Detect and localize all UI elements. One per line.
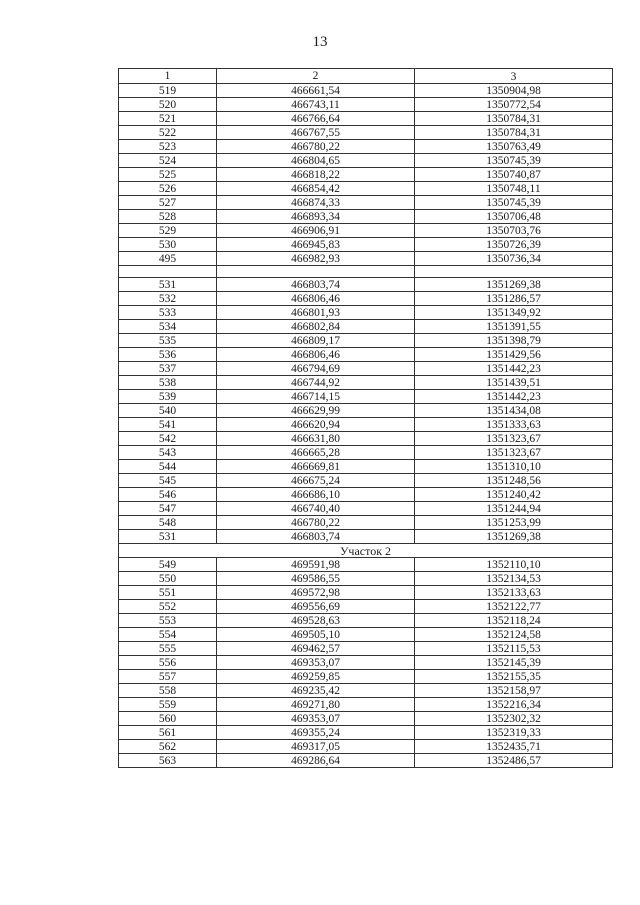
point-number-cell: 539: [119, 390, 217, 404]
x-coordinate-cell: 466794,69: [217, 362, 415, 376]
y-coordinate-cell: 1352216,34: [415, 698, 613, 712]
x-coordinate-cell: 466714,15: [217, 390, 415, 404]
table-row: [119, 516, 613, 530]
point-number-cell: 525: [119, 168, 217, 182]
point-number-cell: 522: [119, 126, 217, 140]
x-coordinate-cell: 466945,83: [217, 238, 415, 252]
table-row: [119, 474, 613, 488]
table-row: [119, 210, 613, 224]
y-coordinate-cell: 1351442,23: [415, 390, 613, 404]
x-coordinate-cell: 469353,07: [217, 656, 415, 670]
point-number-cell: 550: [119, 572, 217, 586]
table-row: [119, 112, 613, 126]
point-number-cell: 557: [119, 670, 217, 684]
y-coordinate-cell: 1350745,39: [415, 154, 613, 168]
table-row: [119, 740, 613, 754]
x-coordinate-cell: 466620,94: [217, 418, 415, 432]
x-coordinate-cell: 469317,05: [217, 740, 415, 754]
x-coordinate-cell: 469528,63: [217, 614, 415, 628]
point-number-cell: 556: [119, 656, 217, 670]
point-number-cell: 551: [119, 586, 217, 600]
y-coordinate-cell: 1352110,10: [415, 558, 613, 572]
section-row: [119, 544, 613, 558]
coordinates-table-body: [119, 69, 613, 768]
table-row: [119, 224, 613, 238]
table-row: [119, 140, 613, 154]
y-coordinate-cell: [415, 266, 613, 278]
y-coordinate-cell: 1350706,48: [415, 210, 613, 224]
point-number-cell: 546: [119, 488, 217, 502]
y-coordinate-cell: 1351240,42: [415, 488, 613, 502]
x-coordinate-cell: 466661,54: [217, 84, 415, 98]
x-coordinate-cell: 466809,17: [217, 334, 415, 348]
x-coordinate-cell: [217, 266, 415, 278]
table-row: [119, 698, 613, 712]
point-number-cell: 545: [119, 474, 217, 488]
table-row: [119, 656, 613, 670]
x-coordinate-cell: 466906,91: [217, 224, 415, 238]
x-coordinate-cell: 466767,55: [217, 126, 415, 140]
point-number-cell: 549: [119, 558, 217, 572]
point-number-cell: 532: [119, 292, 217, 306]
coordinates-table: [118, 68, 613, 768]
table-row: [119, 670, 613, 684]
section-label: Участок 2: [119, 544, 613, 558]
table-row: [119, 362, 613, 376]
x-coordinate-cell: 466801,93: [217, 306, 415, 320]
y-coordinate-cell: 1350703,76: [415, 224, 613, 238]
table-row: [119, 196, 613, 210]
x-coordinate-cell: 466874,33: [217, 196, 415, 210]
point-number-cell: 561: [119, 726, 217, 740]
x-coordinate-cell: 469235,42: [217, 684, 415, 698]
table-row: [119, 168, 613, 182]
x-coordinate-cell: 466665,28: [217, 446, 415, 460]
y-coordinate-cell: 1351429,56: [415, 348, 613, 362]
header-y-coordinate: 3: [415, 69, 613, 84]
x-coordinate-cell: 466802,84: [217, 320, 415, 334]
y-coordinate-cell: 1352124,58: [415, 628, 613, 642]
table-row: [119, 84, 613, 98]
y-coordinate-cell: 1352118,24: [415, 614, 613, 628]
y-coordinate-cell: 1351269,38: [415, 278, 613, 292]
point-number-cell: 528: [119, 210, 217, 224]
point-number-cell: 547: [119, 502, 217, 516]
point-number-cell: 559: [119, 698, 217, 712]
x-coordinate-cell: 466806,46: [217, 292, 415, 306]
table-row: [119, 98, 613, 112]
point-number-cell: 527: [119, 196, 217, 210]
table-row: [119, 628, 613, 642]
table-row: [119, 126, 613, 140]
table-row: [119, 348, 613, 362]
table-row: [119, 292, 613, 306]
y-coordinate-cell: 1351253,99: [415, 516, 613, 530]
point-number-cell: 530: [119, 238, 217, 252]
x-coordinate-cell: 466766,64: [217, 112, 415, 126]
table-row: [119, 278, 613, 292]
y-coordinate-cell: 1350763,49: [415, 140, 613, 154]
point-number-cell: 524: [119, 154, 217, 168]
x-coordinate-cell: 469505,10: [217, 628, 415, 642]
y-coordinate-cell: 1351244,94: [415, 502, 613, 516]
point-number-cell: 538: [119, 376, 217, 390]
point-number-cell: 542: [119, 432, 217, 446]
y-coordinate-cell: 1350726,39: [415, 238, 613, 252]
point-number-cell: 543: [119, 446, 217, 460]
y-coordinate-cell: 1352155,35: [415, 670, 613, 684]
x-coordinate-cell: 466740,40: [217, 502, 415, 516]
point-number-cell: 548: [119, 516, 217, 530]
y-coordinate-cell: 1352435,71: [415, 740, 613, 754]
table-row: [119, 238, 613, 252]
table-row: [119, 488, 613, 502]
table-row: [119, 572, 613, 586]
table-row: [119, 376, 613, 390]
x-coordinate-cell: 469462,57: [217, 642, 415, 656]
x-coordinate-cell: 469286,64: [217, 754, 415, 768]
point-number-cell: 544: [119, 460, 217, 474]
point-number-cell: 555: [119, 642, 217, 656]
y-coordinate-cell: 1352115,53: [415, 642, 613, 656]
point-number-cell: 523: [119, 140, 217, 154]
y-coordinate-cell: 1351323,67: [415, 432, 613, 446]
y-coordinate-cell: 1350748,11: [415, 182, 613, 196]
y-coordinate-cell: 1351286,57: [415, 292, 613, 306]
point-number-cell: 531: [119, 278, 217, 292]
table-row: [119, 334, 613, 348]
y-coordinate-cell: 1351434,08: [415, 404, 613, 418]
x-coordinate-cell: 466818,22: [217, 168, 415, 182]
point-number-cell: 562: [119, 740, 217, 754]
table-row: [119, 754, 613, 768]
x-coordinate-cell: 469572,98: [217, 586, 415, 600]
table-row: [119, 530, 613, 544]
point-number-cell: 526: [119, 182, 217, 196]
x-coordinate-cell: 466629,99: [217, 404, 415, 418]
header-x-coordinate: 2: [217, 69, 415, 84]
x-coordinate-cell: 466982,93: [217, 252, 415, 266]
table-row: [119, 446, 613, 460]
x-coordinate-cell: 469271,80: [217, 698, 415, 712]
x-coordinate-cell: 469355,24: [217, 726, 415, 740]
table-row: [119, 726, 613, 740]
y-coordinate-cell: 1350740,87: [415, 168, 613, 182]
point-number-cell: 535: [119, 334, 217, 348]
x-coordinate-cell: 469591,98: [217, 558, 415, 572]
table-row: [119, 558, 613, 572]
y-coordinate-cell: 1351439,51: [415, 376, 613, 390]
point-number-cell: [119, 266, 217, 278]
x-coordinate-cell: 466803,74: [217, 278, 415, 292]
y-coordinate-cell: 1351333,63: [415, 418, 613, 432]
y-coordinate-cell: 1351323,67: [415, 446, 613, 460]
table-row: [119, 642, 613, 656]
table-row: [119, 390, 613, 404]
table-row: [119, 502, 613, 516]
y-coordinate-cell: 1352133,63: [415, 586, 613, 600]
x-coordinate-cell: 466686,10: [217, 488, 415, 502]
table-row: [119, 404, 613, 418]
x-coordinate-cell: 469586,55: [217, 572, 415, 586]
header-point-number: 1: [119, 69, 217, 84]
y-coordinate-cell: 1352486,57: [415, 754, 613, 768]
x-coordinate-cell: 466854,42: [217, 182, 415, 196]
point-number-cell: 552: [119, 600, 217, 614]
table-row: [119, 684, 613, 698]
y-coordinate-cell: 1352158,97: [415, 684, 613, 698]
point-number-cell: 533: [119, 306, 217, 320]
y-coordinate-cell: 1351349,92: [415, 306, 613, 320]
y-coordinate-cell: 1351391,55: [415, 320, 613, 334]
x-coordinate-cell: 469556,69: [217, 600, 415, 614]
y-coordinate-cell: 1351310,10: [415, 460, 613, 474]
y-coordinate-cell: 1352302,32: [415, 712, 613, 726]
table-row: [119, 154, 613, 168]
x-coordinate-cell: 466893,34: [217, 210, 415, 224]
y-coordinate-cell: 1350784,31: [415, 112, 613, 126]
table-row: [119, 252, 613, 266]
x-coordinate-cell: 466744,92: [217, 376, 415, 390]
table-row: [119, 320, 613, 334]
point-number-cell: 554: [119, 628, 217, 642]
y-coordinate-cell: 1350784,31: [415, 126, 613, 140]
blank-row: [119, 266, 613, 278]
point-number-cell: 537: [119, 362, 217, 376]
x-coordinate-cell: 466804,65: [217, 154, 415, 168]
table-row: [119, 712, 613, 726]
table-row: [119, 586, 613, 600]
point-number-cell: 531: [119, 530, 217, 544]
x-coordinate-cell: 469353,07: [217, 712, 415, 726]
table-row: [119, 460, 613, 474]
x-coordinate-cell: 466803,74: [217, 530, 415, 544]
table-row: [119, 182, 613, 196]
table-row: [119, 600, 613, 614]
point-number-cell: 540: [119, 404, 217, 418]
point-number-cell: 560: [119, 712, 217, 726]
table-row: [119, 432, 613, 446]
point-number-cell: 519: [119, 84, 217, 98]
x-coordinate-cell: 469259,85: [217, 670, 415, 684]
x-coordinate-cell: 466743,11: [217, 98, 415, 112]
x-coordinate-cell: 466675,24: [217, 474, 415, 488]
x-coordinate-cell: 466631,80: [217, 432, 415, 446]
y-coordinate-cell: 1351442,23: [415, 362, 613, 376]
x-coordinate-cell: 466806,46: [217, 348, 415, 362]
table-row: [119, 614, 613, 628]
y-coordinate-cell: 1350772,54: [415, 98, 613, 112]
y-coordinate-cell: 1350736,34: [415, 252, 613, 266]
y-coordinate-cell: 1352145,39: [415, 656, 613, 670]
x-coordinate-cell: 466780,22: [217, 140, 415, 154]
y-coordinate-cell: 1351398,79: [415, 334, 613, 348]
y-coordinate-cell: 1352319,33: [415, 726, 613, 740]
y-coordinate-cell: 1352134,53: [415, 572, 613, 586]
point-number-cell: 553: [119, 614, 217, 628]
point-number-cell: 529: [119, 224, 217, 238]
point-number-cell: 534: [119, 320, 217, 334]
x-coordinate-cell: 466669,81: [217, 460, 415, 474]
point-number-cell: 558: [119, 684, 217, 698]
table-header-row: [119, 69, 613, 84]
y-coordinate-cell: 1350745,39: [415, 196, 613, 210]
y-coordinate-cell: 1352122,77: [415, 600, 613, 614]
point-number-cell: 520: [119, 98, 217, 112]
y-coordinate-cell: 1350904,98: [415, 84, 613, 98]
y-coordinate-cell: 1351248,56: [415, 474, 613, 488]
point-number-cell: 563: [119, 754, 217, 768]
point-number-cell: 541: [119, 418, 217, 432]
point-number-cell: 536: [119, 348, 217, 362]
page-number: 13: [312, 34, 328, 50]
table-row: [119, 306, 613, 320]
point-number-cell: 521: [119, 112, 217, 126]
y-coordinate-cell: 1351269,38: [415, 530, 613, 544]
x-coordinate-cell: 466780,22: [217, 516, 415, 530]
point-number-cell: 495: [119, 252, 217, 266]
table-row: [119, 418, 613, 432]
